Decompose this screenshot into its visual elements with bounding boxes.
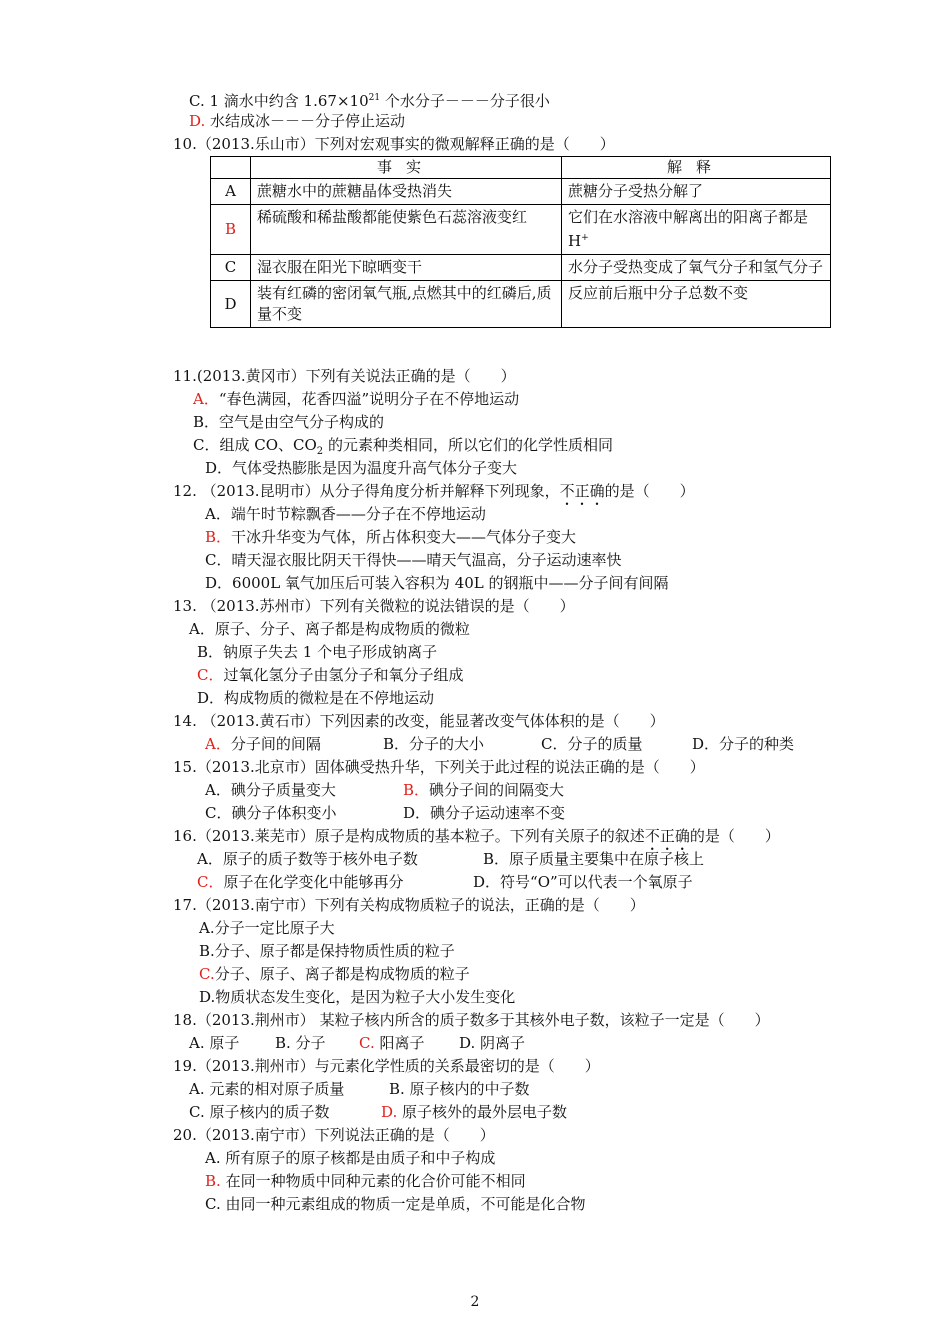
q20-b-answer-letter: B. [205,1172,221,1190]
q9-c-text: C. 1 滴水中约含 1.67×10 [189,92,369,110]
q14-a-text: 分子间的间隔 [230,735,321,753]
q11-stem: 11.(2013.黄冈市）下列有关说法正确的是（ ） [173,367,516,385]
q11-c-post: 的元素种类相同，所以它们的化学性质相同 [323,436,613,454]
q20-option-c: C. 由同一种元素组成的物质一定是单质，不可能是化合物 [205,1195,586,1213]
q16-stem-post: 的是（ ） [689,827,780,845]
q9-option-d [189,111,405,131]
q20-option-a: A. 所有原子的原子核都是由质子和中子构成 [205,1149,496,1167]
q11-a-answer-letter: A． [193,390,219,408]
q17-option-d: D.物质状态发生变化，是因为粒子大小发生变化 [199,988,516,1006]
q15-option-b [403,780,564,800]
q18-c-answer-letter: C. [359,1034,375,1052]
q17-stem: 17.（2013.南宁市）下列有关构成物质粒子的说法，正确的是（ ） [173,896,645,914]
q20-option-b [205,1171,526,1191]
q10-stem: 10.（2013.乐山市）下列对宏观事实的微观解释正确的是（ ） [173,135,615,153]
q19-option-a: A. 元素的相对原子质量 [189,1080,345,1098]
q10-row-label: D [211,281,251,328]
q13-c-answer-letter: C． [197,666,224,684]
q15-option-d: D．碘分子运动速率不变 [403,804,566,822]
q10-table-header [211,157,831,179]
q15-option-a: A．碘分子质量变大 [205,781,336,799]
q10-row-expl: 蔗糖分子受热分解了 [562,179,831,205]
table-row [211,255,831,281]
q14-option-b: B．分子的大小 [383,735,485,753]
q15-b-text: 碘分子间的间隔变大 [429,781,565,799]
q15-option-c: C．碘分子体积变小 [205,804,337,822]
q19-option-c: C. 原子核内的质子数 [189,1103,330,1121]
q12-b-answer-letter: B． [205,528,232,546]
q15-b-answer-letter: B． [403,781,430,799]
q16-stem-pre: 16.（2013.莱芜市）原子是构成物质的基本粒子。下列有关原子的叙述 [173,827,645,845]
q9-c-rest: 个水分子－－－分子很小 [380,92,550,110]
q12-stem-emphasis: 不正确 [559,482,605,500]
q13-option-a: A．原子、分子、离子都是构成物质的微粒 [189,620,470,638]
q18-option-a: A. 原子 [189,1034,240,1052]
q18-option-d: D. 阴离子 [459,1034,526,1052]
q10-header-blank [211,157,251,179]
q18-stem: 18.（2013.荆州市） 某粒子核内所含的质子数多于其核外电子数，该粒子一定是（ ） [173,1011,770,1029]
q14-option-d: D．分子的种类 [692,735,795,753]
q10-row-label: A [211,179,251,205]
q10-header-expl: 解释 [562,157,831,179]
q16-stem-emphasis: 不正确 [644,827,690,845]
q9-d-text: 水结成冰－－－分子停止运动 [205,112,406,130]
q12-option-c: C．晴天湿衣服比阴天干得快——晴天气温高，分子运动速率快 [205,551,622,569]
q14-option-a [205,734,321,754]
q12-option-d: D．6000L 氧气加压后可装入容积为 40L 的钢瓶中——分子间有间隔 [205,574,669,592]
q16-c-answer-letter: C． [197,873,224,891]
q12-stem-pre: 12. （2013.昆明市）从分子得角度分析并解释下列现象， [173,482,560,500]
q17-option-a: A.分子一定比原子大 [199,919,335,937]
q11-option-d: D．气体受热膨胀是因为温度升高气体分子变大 [205,459,518,477]
table-row [211,179,831,205]
q10-row-fact: 湿衣服在阳光下晾晒变干 [251,255,562,281]
q10-table [210,156,831,328]
q17-option-c [199,964,470,984]
page-number: 2 [470,1294,480,1310]
q12-b-text: 干冰升华变为气体，所占体积变大——气体分子变大 [231,528,577,546]
q19-option-d [381,1102,567,1122]
q17-c-answer-letter: C. [199,965,215,983]
q12-stem-post: 的是（ ） [604,482,695,500]
q11-c-sub: 2 [316,446,324,457]
q10-header-fact: 事实 [251,157,562,179]
q13-c-text: 过氧化氢分子由氢分子和氧分子组成 [223,666,464,684]
q10-row-expl: 它们在水溶液中解离出的阳离子都是 H [568,208,809,250]
q9-c-sup: 21 [368,93,381,103]
table-row [211,205,831,255]
q11-option-a [193,389,519,409]
table-row [211,281,831,328]
q9-d-answer-letter: D. [189,112,206,130]
q16-option-d: D．符号“O”可以代表一个氧原子 [473,873,693,891]
q11-c-pre: C．组成 CO、CO [193,436,317,454]
q9-option-c [189,88,550,111]
q13-option-d: D．构成物质的微粒是在不停地运动 [197,689,435,707]
q10-row-label-answer: B [211,205,251,255]
q10-row-label: C [211,255,251,281]
q14-option-c: C．分子的质量 [541,735,643,753]
q11-option-b: B．空气是由空气分子构成的 [193,413,385,431]
q18-c-text: 阳离子 [374,1034,425,1052]
q13-stem: 13. （2013.苏州市）下列有关微粒的说法错误的是（ ） [173,597,575,615]
q19-stem: 19.（2013.荆州市）与元素化学性质的关系最密切的是（ ） [173,1057,600,1075]
q13-option-c [197,665,464,685]
q17-c-text: 分子、原子、离子都是构成物质的粒子 [214,965,470,983]
q20-b-text: 在同一种物质中同种元素的化合价可能不相同 [220,1172,526,1190]
q12-option-b [205,527,576,547]
q16-option-b: B．原子质量主要集中在原子核上 [483,850,705,868]
q10-row-fact: 装有红磷的密闭氧气瓶,点燃其中的红磷后,质量不变 [251,281,562,328]
q11-a-text: “春色满园，花香四溢”说明分子在不停地运动 [218,390,520,408]
q12-option-a: A．端午时节粽飘香——分子在不停地运动 [205,505,486,523]
q10-row-expl-sup: + [581,233,589,243]
q14-stem: 14. （2013.黄石市）下列因素的改变，能显著改变气体体积的是（ ） [173,712,665,730]
q14-a-answer-letter: A． [205,735,231,753]
q16-option-c [197,872,404,892]
q16-c-text: 原子在化学变化中能够再分 [223,873,404,891]
q10-row-expl-cell [562,205,831,255]
q20-stem: 20.（2013.南宁市）下列说法正确的是（ ） [173,1126,495,1144]
q19-d-answer-letter: D. [381,1103,398,1121]
q10-row-fact: 稀硫酸和稀盐酸都能使紫色石蕊溶液变红 [251,205,562,255]
q18-option-c [359,1033,425,1053]
q18-option-b: B. 分子 [275,1034,326,1052]
q10-row-expl: 反应前后瓶中分子总数不变 [562,281,831,328]
q15-stem: 15.（2013.北京市）固体碘受热升华，下列关于此过程的说法正确的是（ ） [173,758,705,776]
q10-row-fact: 蔗糖水中的蔗糖晶体受热消失 [251,179,562,205]
q19-d-text: 原子核外的最外层电子数 [397,1103,568,1121]
q16-option-a: A．原子的质子数等于核外电子数 [197,850,418,868]
q10-row-expl: 水分子受热变成了氧气分子和氢气分子 [562,255,831,281]
q19-option-b: B. 原子核内的中子数 [389,1080,530,1098]
q17-option-b: B.分子、原子都是保持物质性质的粒子 [199,942,455,960]
q13-option-b: B．钠原子失去 1 个电子形成钠离子 [197,643,438,661]
